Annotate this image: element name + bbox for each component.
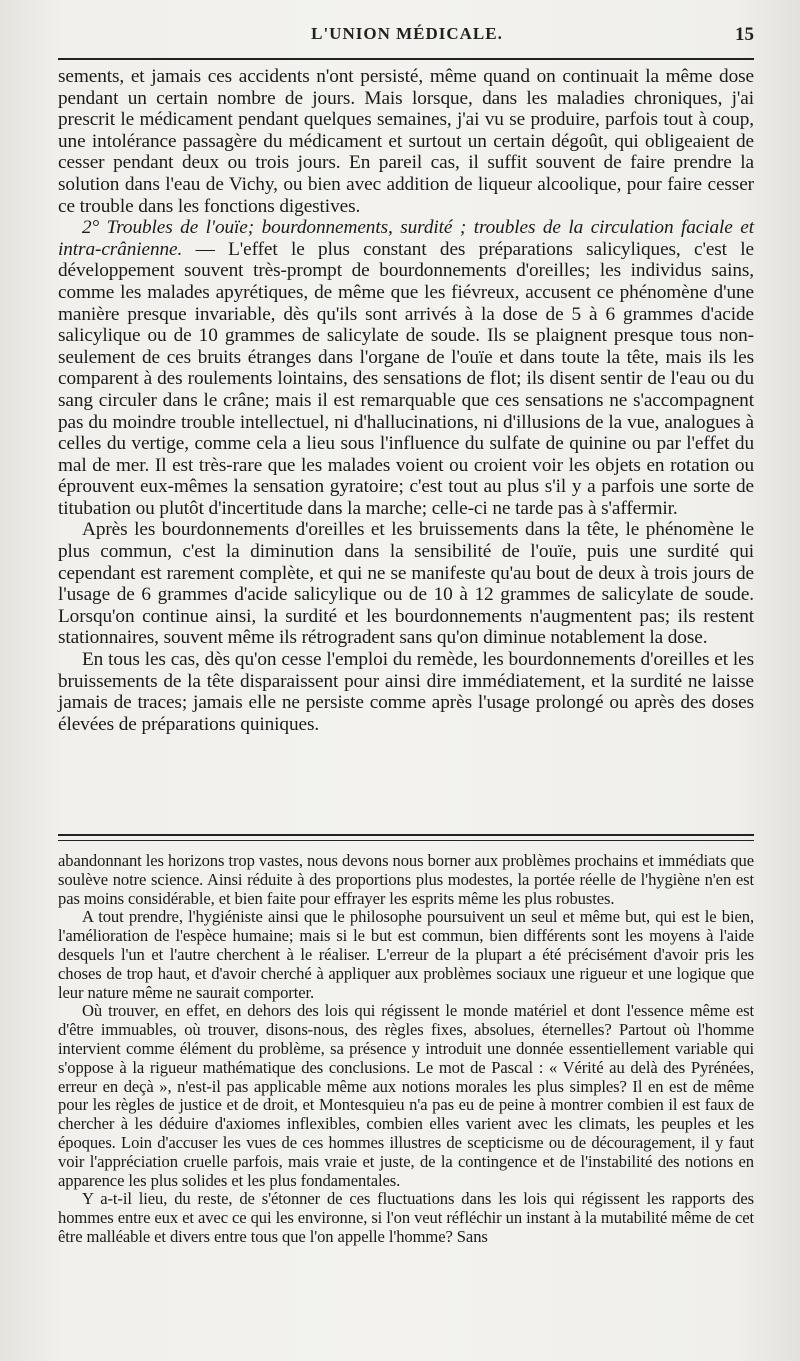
header-rule [58, 58, 754, 60]
article-paragraph-1: sements, et jamais ces accidents n'ont persisté, même quand on continuait la même dose pendant un certain nombre de jours. Mais lorsque, dans les maladies chroniques, j'ai prescrit le médicament pendant quelques semaines, j'ai vu se produire, parfois tout à coup, une intolérance passagère du médicament et surtout un certain dégoût, qui obligeaient de cesser pendant deux ou trois jours. En pareil cas, il suffit souvent de faire prendre la solution dans l'eau de Vichy, ou bien avec addition de liqueur alcoolique, pour faire cesser ce trouble dans les fonctions digestives. [58, 66, 754, 217]
article-body [58, 66, 754, 735]
article-paragraph-3: Après les bourdonnements d'oreilles et les bruissements dans la tête, le phénomène le plus commun, c'est la diminution dans la sensibilité de l'ouïe, puis une surdité qui cependant est rarement complète, et qui ne se manifeste qu'au bout de deux à trois jours de l'usage de 6 grammes d'acide salicylique ou de 10 à 12 grammes de salicylate de soude. Lorsqu'on continue ainsi, la surdité et les bourdonnements n'augmentent pas; ils restent stationnaires, souvent même ils rétrogradent sans qu'on diminue notablement la dose. [58, 519, 754, 649]
feuilleton-rule-thin [58, 840, 754, 841]
feuilleton-paragraph-2: A tout prendre, l'hygiéniste ainsi que le philosophe poursuivent un seul et même but, qui est le bien, l'amélioration de l'espèce humaine; mais si le but est commun, bien différents sont les moyens à l'aide desquels l'un et l'autre cherchent à le réaliser. L'erreur de la plupart a été précisément d'avoir pris les choses de trop haut, et d'avoir cherché à appliquer aux problèmes sociaux une rigueur et une logique que leur nature même ne saurait comporter. [58, 907, 754, 1002]
article-paragraph-4: En tous les cas, dès qu'on cesse l'emploi du remède, les bourdonnements d'oreilles et les bruissements de la tête disparaissent pour ainsi dire immédiatement, et la surdité ne laisse jamais de traces; jamais elle ne persiste comme après l'usage prolongé ou après des doses élevées de préparations quiniques. [58, 649, 754, 735]
feuilleton-rule [58, 834, 754, 836]
section-heading: 2° Troubles de l'ouïe; bourdonnements, surdité ; troubles de la circulation faciale et intra-crânienne. [58, 217, 754, 260]
feuilleton-paragraph-4: Y a-t-il lieu, du reste, de s'étonner de ces fluctuations dans les lois qui régissent les rapports des hommes entre eux et avec ce qui les environne, si l'on veut réfléchir un instant à la mutabilité même de cet être malléable et divers entre tous que l'on appelle l'homme? Sans [58, 1189, 754, 1246]
feuilleton-paragraph-3: Où trouver, en effet, en dehors des lois qui régissent le monde matériel et dont l'essence même est d'être immuables, où trouver, disons-nous, des règles fixes, absolues, éternelles? Partout où l'homme intervient comme élément du problème, sa présence y introduit une donnée essentiellement variable qui s'oppose à la rigueur mathématique des conclusions. Le mot de Pascal : « Vérité au delà des Pyrénées, erreur en deçà », n'est-il pas applicable même aux notions morales les plus simples? Il en est de même pour les règles de justice et de droit, et Montesquieu n'a pas eu de peine à montrer combien il est faux de chercher à les déduire d'axiomes inflexibles, combien elles varient avec les climats, les peuples et les époques. Loin d'accuser les vues de ces hommes illustres de scepticisme ou de découragement, il y faut voir l'appréciation cruelle parfois, mais vraie et juste, de la contingence et de l'instabilité des notions en apparence les plus solides et les plus fondamentales. [58, 1001, 754, 1190]
article-paragraph-2 [58, 217, 754, 519]
feuilleton-paragraph-1: abandonnant les horizons trop vastes, nous devons nous borner aux problèmes prochains et immédiats que soulève notre science. Ainsi réduite à des proportions plus modestes, la portée réelle de l'hygiène n'en est pas moins considérable, et bien faite pour effrayer les esprits même les plus robustes. [58, 851, 754, 908]
page-number: 15 [735, 24, 754, 45]
running-title: L'UNION MÉDICALE. [311, 24, 503, 43]
feuilleton-body [58, 852, 754, 1247]
section-body: — L'effet le plus constant des préparations salicyliques, c'est le développement souvent très-prompt de bourdonnements d'oreilles; les individus sains, comme les malades apyrétiques, de même que les fiévreux, accusent ce phénomène d'une manière presque invariable, dès qu'ils sont arrivés à la dose de 5 à 6 grammes d'acide salicylique ou de 10 grammes de salicylate de soude. Ils se plaignent presque tous non-seulement de ces bruits étranges dans l'organe de l'ouïe et dans toute la tête, mais ils les comparent à des roulements lointains, des sensations de flot; ils disent sentir de l'eau ou du sang circuler dans le crâne; mais il est remarquable que ces sensations ne s'accompagnent pas du moindre trouble intellectuel, ni d'hallucinations, ni d'illusions de la vue, analogues à celles du vertige, comme cela a lieu sous l'influence du sulfate de quinine ou par l'effet du mal de mer. Il est très-rare que les malades voient ou croient voir les objets en rotation ou éprouvent eux-mêmes la sensation gyratoire; c'est tout au plus s'il y a parfois une sorte de titubation ou plutôt d'incertitude dans la marche; celle-ci ne tarde pas à s'affermir. [58, 238, 754, 519]
running-head [60, 24, 754, 48]
